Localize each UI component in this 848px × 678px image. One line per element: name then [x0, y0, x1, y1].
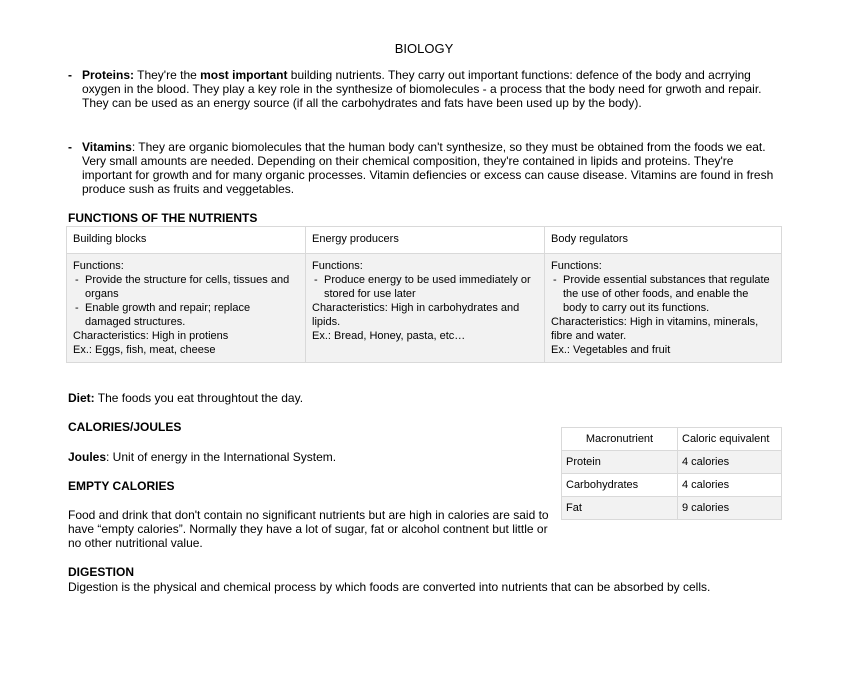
joules-term: Joules [68, 450, 107, 464]
body-regulators-cell: Functions: - Provide essential substances that regulate the use of other foods, and enable the body to carry out its functions. Characteristics: High in vitamins, minerals, fibre and water. Ex.: Vegetables and fruit [545, 254, 782, 363]
function-list [551, 273, 775, 315]
caloric-table [561, 427, 782, 520]
list-item: - Provide the structure for cells, tissues and organs [73, 273, 299, 301]
diet-term: Diet: [68, 391, 95, 405]
list-item: - Enable growth and repair; replace damaged structures. [73, 301, 299, 329]
example: Ex.: Eggs, fish, meat, cheese [73, 344, 216, 356]
table-row [562, 428, 782, 451]
functions-heading: FUNCTIONS OF THE NUTRIENTS [68, 211, 258, 225]
table-header-cell: Caloric equivalent [678, 428, 782, 451]
table-cell: 4 calories [678, 451, 782, 474]
table-row [562, 497, 782, 520]
function-list [73, 273, 299, 329]
column-header: Body regulators [545, 227, 782, 254]
vitamins-text: Vitamins: They are organic biomolecules that the human body can't synthesize, so they must be obtained from the foods we eat. Very small amounts are needed. Depending on their chemical composition, they're contained in lipids and proteins. They're important for growth and for many organic processes. Vitamin defiencies or excess can cause disease. Vitamins are found in fresh produce sush as fruits and veggetables. [82, 140, 774, 196]
function-list [312, 273, 538, 301]
diet-definition: Diet: The foods you eat throughtout the day. [68, 391, 304, 405]
building-blocks-cell: Functions: - Provide the structure for cells, tissues and organs - Enable growth and repair; replace damaged structures. Characteristics: High in protiens Ex.: Eggs, fish, meat, cheese [67, 254, 306, 363]
functions-table-body-row [67, 254, 782, 363]
bullet-dash: - [68, 68, 72, 82]
table-cell: Fat [562, 497, 678, 520]
table-cell: 4 calories [678, 474, 782, 497]
digestion-heading: DIGESTION [68, 565, 135, 579]
characteristics: Characteristics: High in carbohydrates and lipids. [312, 302, 520, 328]
vitamins-term: Vitamins [82, 140, 132, 154]
digestion-text: Digestion is the physical and chemical process by which foods are converted into nutrients that can be absorbed by cells. [68, 580, 711, 594]
joules-definition: Joules: Unit of energy in the International System. [68, 450, 337, 464]
bullet-dash: - [68, 140, 72, 154]
page-title: BIOLOGY [394, 41, 454, 56]
table-cell: Protein [562, 451, 678, 474]
list-item: - Produce energy to be used immediately or stored for use later [312, 273, 538, 301]
proteins-emphasis: most important [200, 68, 288, 82]
characteristics: Characteristics: High in protiens [73, 330, 229, 342]
functions-table-header-row [67, 227, 782, 254]
empty-calories-heading: EMPTY CALORIES [68, 479, 175, 493]
list-item: - Provide essential substances that regulate the use of other foods, and enable the body to carry out its functions. [551, 273, 775, 315]
calories-heading: CALORIES/JOULES [68, 420, 182, 434]
energy-producers-cell: Functions: - Produce energy to be used immediately or stored for use later Characteristics: High in carbohydrates and lipids. Ex.: Bread, Honey, pasta, etc… [306, 254, 545, 363]
table-row [562, 451, 782, 474]
functions-table [66, 226, 782, 363]
characteristics: Characteristics: High in vitamins, minerals, fibre and water. [551, 316, 759, 342]
table-row [562, 474, 782, 497]
table-header-cell: Macronutrient [562, 428, 678, 451]
example: Ex.: Vegetables and fruit [551, 344, 671, 356]
proteins-term: Proteins: [82, 68, 135, 82]
proteins-text: Proteins: They're the most important building nutrients. They carry out important functions: defence of the body and acrrying oxygen in the blood. They play a key role in the synthesize of biomolecules - a process that the body need for grwoth and repair. They can be used as an energy source (if all the carbohydrates and fats have been used up by the body). [82, 68, 762, 110]
table-cell: 9 calories [678, 497, 782, 520]
column-header: Energy producers [306, 227, 545, 254]
empty-calories-text: Food and drink that don't contain no significant nutrients but are high in calories are said to have “empty calories”. Normally they have a lot of sugar, fat or alcohol contnent but little or no other nutritional value. [68, 508, 549, 550]
table-cell: Carbohydrates [562, 474, 678, 497]
column-header: Building blocks [67, 227, 306, 254]
example: Ex.: Bread, Honey, pasta, etc… [312, 330, 466, 342]
